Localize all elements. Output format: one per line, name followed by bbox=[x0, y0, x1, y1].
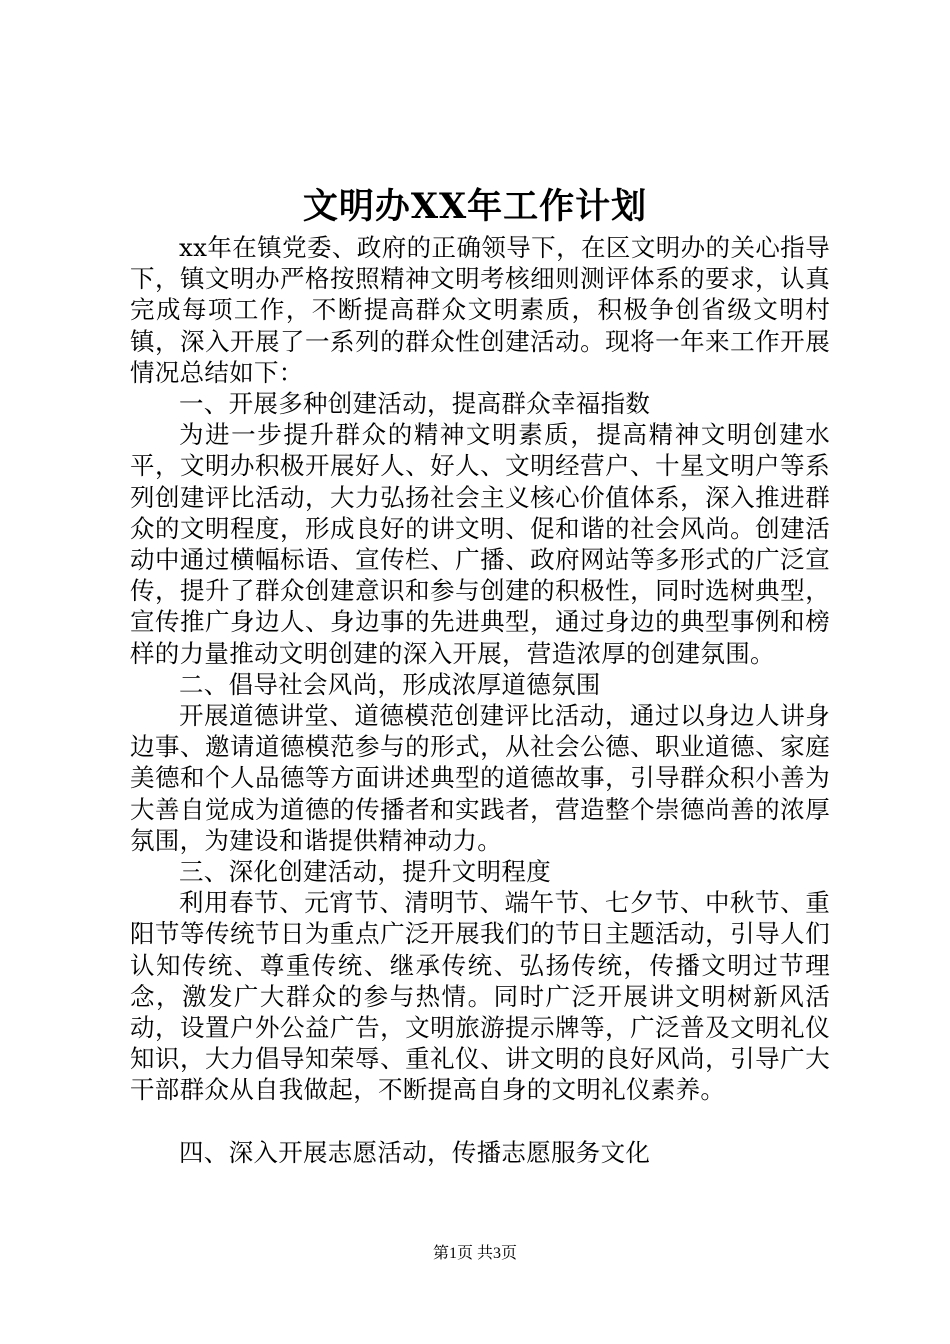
section-heading-4: 四、深入开展志愿活动，传播志愿服务文化 bbox=[179, 1137, 651, 1167]
section-heading-2: 二、倡导社会风尚，形成浓厚道德氛围 bbox=[179, 669, 601, 699]
document-body bbox=[130, 232, 830, 1168]
section-paragraph-2: 开展道德讲堂、道德模范创建评比活动，通过以身边人讲身边事、邀请道德模范参与的形式，从社会公德、职业道德、家庭美德和个人品德等方面讲述典型的道德故事，引导群众积小善为大善自觉成为道德的传播者和实践者，营造整个崇德尚善的浓厚氛围，为建设和谐提供精神动力。 bbox=[130, 701, 830, 855]
section-heading-3: 三、深化创建活动，提升文明程度 bbox=[179, 857, 551, 887]
section-paragraph-1: 为进一步提升群众的精神文明素质，提高精神文明创建水平，文明办积极开展好人、好人、文明经营户、十星文明户等系列创建评比活动，大力弘扬社会主义核心价值体系，深入推进群众的文明程度，形成良好的讲文明、促和谐的社会风尚。创建活动中通过横幅标语、宣传栏、广播、政府网站等多形式的广泛宣传，提升了群众创建意识和参与创建的积极性，同时选树典型，宣传推广身边人、身边事的先进典型，通过身边的典型事例和榜样的力量推动文明创建的深入开展，营造浓厚的创建氛围。 bbox=[130, 420, 830, 668]
section-paragraph-3: 利用春节、元宵节、清明节、端午节、七夕节、中秋节、重阳节等传统节日为重点广泛开展我们的节日主题活动，引导人们认知传统、尊重传统、继承传统、弘扬传统，传播文明过节理念，激发广大群众的参与热情。同时广泛开展讲文明树新风活动，设置户外公益广告，文明旅游提示牌等，广泛普及文明礼仪知识，大力倡导知荣辱、重礼仪、讲文明的良好风尚，引导广大干部群众从自我做起，不断提高自身的文明礼仪素养。 bbox=[130, 888, 830, 1105]
page-footer: 第1页 共3页 bbox=[432, 1245, 517, 1262]
document-title: 文明办XX年工作计划 bbox=[302, 186, 648, 227]
section-heading-1: 一、开展多种创建活动，提高群众幸福指数 bbox=[179, 389, 651, 419]
intro-paragraph: xx年在镇党委、政府的正确领导下，在区文明办的关心指导下，镇文明办严格按照精神文明考核细则测评体系的要求，认真完成每项工作，不断提高群众文明素质，积极争创省级文明村镇，深入开展了一系列的群众性创建活动。现将一年来工作开展情况总结如下： bbox=[130, 233, 830, 387]
